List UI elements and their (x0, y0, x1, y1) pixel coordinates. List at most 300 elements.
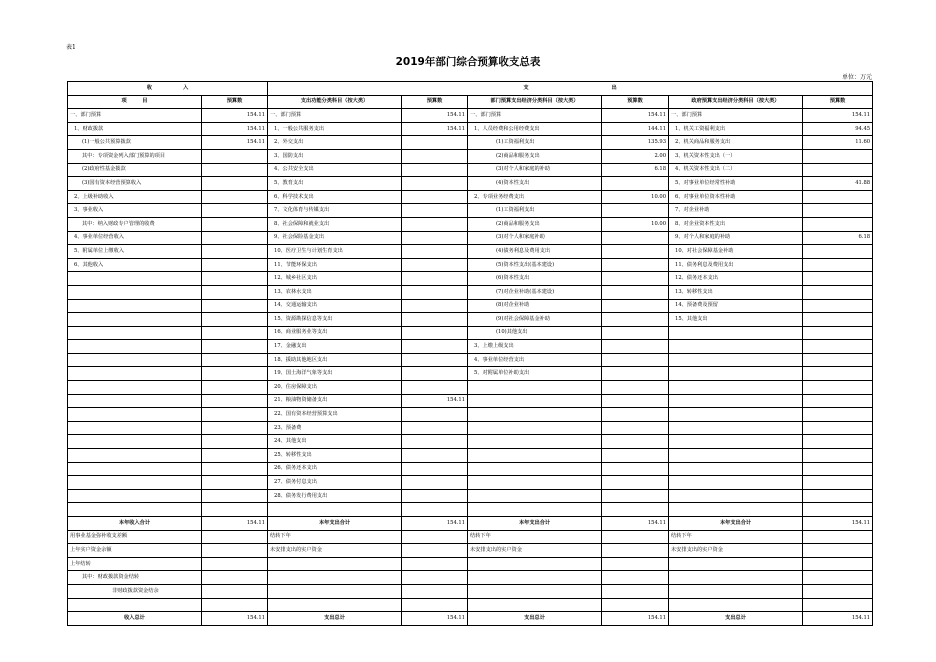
income-item: 非财政拨款资金结余 (68, 584, 202, 598)
gov-econ-item: 14、预备费及预留 (669, 299, 803, 313)
func-budget (402, 204, 468, 218)
func-budget (402, 190, 468, 204)
table-row (68, 367, 873, 381)
dept-econ-budget (602, 353, 669, 367)
gov-econ-item: 8、对企业资本性支出 (669, 217, 803, 231)
gov-econ-budget (803, 530, 873, 544)
income-item (68, 299, 202, 313)
func-budget (402, 245, 468, 259)
func-budget: 154.11 (402, 394, 468, 408)
budget-table (67, 81, 873, 626)
dept-econ-budget (602, 571, 669, 585)
dept-econ-item (468, 476, 602, 490)
table-row (68, 190, 873, 204)
dept-econ-item (468, 421, 602, 435)
gov-econ-budget: 154.11 (803, 517, 873, 531)
func-budget (402, 421, 468, 435)
income-budget (202, 530, 268, 544)
dept-econ-item: (6)资本性支出 (468, 272, 602, 286)
func-budget (402, 177, 468, 191)
dept-econ-budget (602, 285, 669, 299)
section-header-row (68, 82, 873, 96)
gov-econ-budget (803, 272, 873, 286)
gov-econ-budget (803, 204, 873, 218)
table-row (68, 544, 873, 558)
income-budget (202, 489, 268, 503)
gov-econ-item: 13、转移性支出 (669, 285, 803, 299)
dept-econ-budget (602, 557, 669, 571)
income-item: 一、部门预算 (68, 109, 202, 123)
table-row (68, 408, 873, 422)
income-budget: 154.11 (202, 612, 268, 626)
dept-econ-item: (10)其他支出 (468, 326, 602, 340)
func-item: 5、教育支出 (268, 177, 402, 191)
gov-econ-item: 本年支出合计 (669, 517, 803, 531)
dept-econ-budget (602, 462, 669, 476)
dept-econ-budget: 154.11 (602, 612, 669, 626)
func-item: 19、国土海洋气象等支出 (268, 367, 402, 381)
dept-econ-budget: 144.11 (602, 122, 669, 136)
func-budget (402, 326, 468, 340)
dept-econ-budget (602, 598, 669, 612)
gov-econ-item: 9、对个人和家庭的补助 (669, 231, 803, 245)
gov-econ-item: 一、部门预算 (669, 109, 803, 123)
dept-econ-item: 4、事业单位经营支出 (468, 353, 602, 367)
func-item: 18、援助其他地区支出 (268, 353, 402, 367)
func-item: 2、外交支出 (268, 136, 402, 150)
income-budget (202, 503, 268, 517)
func-budget (402, 217, 468, 231)
income-item (68, 381, 202, 395)
income-item: 本年收入合计 (68, 517, 202, 531)
table-row (68, 285, 873, 299)
table-row (68, 489, 873, 503)
dept-econ-budget (602, 544, 669, 558)
income-item: 用事业基金弥补收支差额 (68, 530, 202, 544)
expense-section-header: 支 出 (268, 82, 873, 96)
dept-econ-item: 5、对附属单位补助支出 (468, 367, 602, 381)
dept-econ-item: 1、人员经费和公用经费支出 (468, 122, 602, 136)
gov-econ-item (669, 557, 803, 571)
dept-econ-item: (7)对企业补助(基本建设) (468, 285, 602, 299)
table-row (68, 231, 873, 245)
gov-econ-item: 11、债务利息及费用支出 (669, 258, 803, 272)
income-item (68, 340, 202, 354)
dept-econ-item: (3)对个人和家庭的补助 (468, 163, 602, 177)
income-budget: 154.11 (202, 122, 268, 136)
func-budget (402, 299, 468, 313)
table-row (68, 421, 873, 435)
table-row (68, 353, 873, 367)
income-budget (202, 353, 268, 367)
table-row (68, 109, 873, 123)
income-item (68, 313, 202, 327)
table-row (68, 394, 873, 408)
income-budget (202, 217, 268, 231)
func-item: 28、债务发行费用支出 (268, 489, 402, 503)
table-row (68, 326, 873, 340)
func-budget (402, 272, 468, 286)
dept-econ-budget: 135.93 (602, 136, 669, 150)
gov-econ-budget (803, 503, 873, 517)
func-budget: 154.11 (402, 517, 468, 531)
dept-econ-item (468, 503, 602, 517)
gov-econ-budget (803, 313, 873, 327)
func-item: 7、文化体育与传媒支出 (268, 204, 402, 218)
func-item: 26、债务还本支出 (268, 462, 402, 476)
gov-econ-budget (803, 326, 873, 340)
dept-econ-budget: 10.00 (602, 217, 669, 231)
table-row (68, 530, 873, 544)
gov-econ-budget (803, 598, 873, 612)
income-budget (202, 313, 268, 327)
dept-econ-budget (602, 435, 669, 449)
col-header-budget: 预算数 (202, 95, 268, 109)
gov-econ-budget: 94.45 (803, 122, 873, 136)
gov-econ-budget (803, 340, 873, 354)
gov-econ-budget: 11.60 (803, 136, 873, 150)
dept-econ-item (468, 598, 602, 612)
func-budget (402, 503, 468, 517)
table-row (68, 557, 873, 571)
gov-econ-budget (803, 353, 873, 367)
income-item (68, 476, 202, 490)
func-item: 11、节能环保支出 (268, 258, 402, 272)
func-item (268, 571, 402, 585)
unit-label: 单位：万元 (841, 74, 872, 81)
dept-econ-budget (602, 584, 669, 598)
func-budget (402, 381, 468, 395)
func-budget (402, 285, 468, 299)
gov-econ-item (669, 367, 803, 381)
income-item: 其中：专项资金列入部门预算的项目 (68, 149, 202, 163)
func-budget (402, 544, 468, 558)
table-row (68, 476, 873, 490)
dept-econ-budget (602, 381, 669, 395)
gov-econ-budget (803, 258, 873, 272)
dept-econ-item: (9)对社会保障基金补助 (468, 313, 602, 327)
dept-econ-item: (4)资本性支出 (468, 177, 602, 191)
func-budget (402, 584, 468, 598)
income-item (68, 435, 202, 449)
gov-econ-budget (803, 476, 873, 490)
func-budget (402, 462, 468, 476)
func-budget (402, 231, 468, 245)
table-row (68, 435, 873, 449)
func-budget (402, 435, 468, 449)
func-item: 6、科学技术支出 (268, 190, 402, 204)
income-budget (202, 204, 268, 218)
income-budget (202, 163, 268, 177)
table-row (68, 149, 873, 163)
dept-econ-item (468, 571, 602, 585)
dept-econ-budget (602, 245, 669, 259)
gov-econ-budget (803, 584, 873, 598)
table-row (68, 340, 873, 354)
func-item: 24、其他支出 (268, 435, 402, 449)
func-budget (402, 367, 468, 381)
gov-econ-item: 6、对事业单位资本性补助 (669, 190, 803, 204)
dept-econ-item (468, 408, 602, 422)
table-row (68, 299, 873, 313)
table-row (68, 136, 873, 150)
income-item (68, 421, 202, 435)
func-budget (402, 571, 468, 585)
dept-econ-budget (602, 503, 669, 517)
income-budget (202, 421, 268, 435)
func-item: 本年支出合计 (268, 517, 402, 531)
dept-econ-budget (602, 326, 669, 340)
table-row (68, 449, 873, 463)
gov-econ-item: 支出总计 (669, 612, 803, 626)
dept-econ-budget: 10.00 (602, 190, 669, 204)
table-row (68, 598, 873, 612)
gov-econ-budget (803, 190, 873, 204)
dept-econ-budget: 154.11 (602, 517, 669, 531)
gov-econ-item: 15、其他支出 (669, 313, 803, 327)
func-item (268, 503, 402, 517)
income-budget (202, 258, 268, 272)
gov-econ-budget: 154.11 (803, 612, 873, 626)
income-budget (202, 367, 268, 381)
income-section-header: 收 入 (68, 82, 268, 96)
col-header-gov-econ: 政府预算支出经济分类科目（按大类） (669, 95, 803, 109)
func-item (268, 598, 402, 612)
col-header-budget: 预算数 (602, 95, 669, 109)
dept-econ-item: 本年支出合计 (468, 517, 602, 531)
func-budget (402, 313, 468, 327)
dept-econ-item (468, 557, 602, 571)
col-header-dept-econ: 部门预算支出经济分类科目（按大类） (468, 95, 602, 109)
dept-econ-item: (4)债务利息及费用支出 (468, 245, 602, 259)
income-item: 收入总计 (68, 612, 202, 626)
income-item: 上年结转 (68, 557, 202, 571)
func-item: 15、资源勘探信息等支出 (268, 313, 402, 327)
income-budget (202, 340, 268, 354)
dept-econ-item: (2)商品和服务支出 (468, 149, 602, 163)
gov-econ-item (669, 489, 803, 503)
gov-econ-budget (803, 408, 873, 422)
gov-econ-budget (803, 245, 873, 259)
gov-econ-budget (803, 489, 873, 503)
col-header-item: 项 目 (68, 95, 202, 109)
gov-econ-item: 5、对事业单位经常性补助 (669, 177, 803, 191)
func-budget: 154.11 (402, 612, 468, 626)
dept-econ-budget (602, 367, 669, 381)
gov-econ-item (669, 408, 803, 422)
table-row (68, 177, 873, 191)
gov-econ-item: 4、机关资本性支出（二） (669, 163, 803, 177)
income-budget (202, 462, 268, 476)
dept-econ-item (468, 462, 602, 476)
func-item (268, 584, 402, 598)
func-item: 结转下年 (268, 530, 402, 544)
gov-econ-budget (803, 217, 873, 231)
income-item: (1)一般公共预算拨款 (68, 136, 202, 150)
income-budget (202, 190, 268, 204)
func-item: 9、社会保险基金支出 (268, 231, 402, 245)
gov-econ-item: 1、机关工资福利支出 (669, 122, 803, 136)
income-budget (202, 245, 268, 259)
dept-econ-item: (5)资本性支出(基本建设) (468, 258, 602, 272)
func-item: 23、预备费 (268, 421, 402, 435)
table-row (68, 462, 873, 476)
income-budget (202, 326, 268, 340)
gov-econ-item (669, 598, 803, 612)
gov-econ-item (669, 326, 803, 340)
dept-econ-item: 未安排支出的实户资金 (468, 544, 602, 558)
income-item (68, 462, 202, 476)
func-item: 12、城乡社区支出 (268, 272, 402, 286)
dept-econ-item (468, 381, 602, 395)
col-header-budget: 预算数 (803, 95, 873, 109)
dept-econ-budget: 6.18 (602, 163, 669, 177)
dept-econ-budget (602, 408, 669, 422)
table-row (68, 122, 873, 136)
func-item: 20、住房保障支出 (268, 381, 402, 395)
func-budget (402, 408, 468, 422)
income-item (68, 367, 202, 381)
dept-econ-budget: 154.11 (602, 109, 669, 123)
dept-econ-budget (602, 313, 669, 327)
income-budget (202, 177, 268, 191)
income-budget (202, 394, 268, 408)
gov-econ-budget: 6.18 (803, 231, 873, 245)
income-item: 其中：财政拨款资金结转 (68, 571, 202, 585)
func-budget (402, 530, 468, 544)
table-row (68, 503, 873, 517)
income-item: 5、附属单位上缴收入 (68, 245, 202, 259)
gov-econ-item (669, 353, 803, 367)
func-budget: 154.11 (402, 122, 468, 136)
dept-econ-budget: 2.00 (602, 149, 669, 163)
table-row (68, 584, 873, 598)
dept-econ-item (468, 449, 602, 463)
gov-econ-budget (803, 421, 873, 435)
income-item: 上年实户资金余额 (68, 544, 202, 558)
gov-econ-budget (803, 149, 873, 163)
table-row (68, 612, 873, 626)
income-budget (202, 381, 268, 395)
gov-econ-budget: 41.88 (803, 177, 873, 191)
table-row (68, 258, 873, 272)
income-item (68, 449, 202, 463)
dept-econ-budget (602, 231, 669, 245)
gov-econ-item (669, 381, 803, 395)
dept-econ-budget (602, 421, 669, 435)
dept-econ-item: 3、上缴上级支出 (468, 340, 602, 354)
income-budget (202, 449, 268, 463)
func-budget (402, 557, 468, 571)
table-row (68, 313, 873, 327)
income-item: 4、事业单位经营收入 (68, 231, 202, 245)
func-budget (402, 353, 468, 367)
gov-econ-budget (803, 394, 873, 408)
gov-econ-item: 10、对社会保障基金补助 (669, 245, 803, 259)
gov-econ-budget (803, 571, 873, 585)
gov-econ-budget: 154.11 (803, 109, 873, 123)
income-budget (202, 149, 268, 163)
income-budget (202, 571, 268, 585)
gov-econ-item (669, 394, 803, 408)
dept-econ-item: (8)对企业补助 (468, 299, 602, 313)
gov-econ-item (669, 449, 803, 463)
dept-econ-item: 2、专项业务经费支出 (468, 190, 602, 204)
func-item: 27、债务付息支出 (268, 476, 402, 490)
dept-econ-budget (602, 340, 669, 354)
func-budget (402, 489, 468, 503)
col-header-budget: 预算数 (402, 95, 468, 109)
func-item: 25、转移性支出 (268, 449, 402, 463)
gov-econ-budget (803, 449, 873, 463)
gov-econ-item (669, 476, 803, 490)
gov-econ-budget (803, 557, 873, 571)
table-row (68, 163, 873, 177)
gov-econ-item: 结转下年 (669, 530, 803, 544)
dept-econ-item (468, 394, 602, 408)
income-item (68, 503, 202, 517)
dept-econ-item: (1)工资福利支出 (468, 136, 602, 150)
table-row (68, 571, 873, 585)
gov-econ-budget (803, 299, 873, 313)
func-item: 1、一般公共服务支出 (268, 122, 402, 136)
income-budget: 154.11 (202, 109, 268, 123)
func-budget (402, 258, 468, 272)
gov-econ-budget (803, 462, 873, 476)
func-item: 4、公共安全支出 (268, 163, 402, 177)
gov-econ-budget (803, 163, 873, 177)
income-budget (202, 557, 268, 571)
gov-econ-item (669, 571, 803, 585)
gov-econ-budget (803, 367, 873, 381)
func-item: 22、国有资本经营预算支出 (268, 408, 402, 422)
income-item (68, 272, 202, 286)
income-budget (202, 408, 268, 422)
func-item: 16、商业服务业等支出 (268, 326, 402, 340)
gov-econ-budget (803, 285, 873, 299)
dept-econ-item: (2)商品和服务支出 (468, 217, 602, 231)
func-budget (402, 163, 468, 177)
func-budget: 154.11 (402, 109, 468, 123)
income-item (68, 489, 202, 503)
table-row (68, 272, 873, 286)
func-item: 21、粮油物资储备支出 (268, 394, 402, 408)
income-item (68, 394, 202, 408)
func-item: 3、国防支出 (268, 149, 402, 163)
gov-econ-item (669, 421, 803, 435)
dept-econ-item: 支出总计 (468, 612, 602, 626)
gov-econ-item: 7、对企业补助 (669, 204, 803, 218)
dept-econ-budget (602, 394, 669, 408)
income-item (68, 285, 202, 299)
gov-econ-item (669, 435, 803, 449)
func-item: 未安排支出的实户资金 (268, 544, 402, 558)
func-budget (402, 149, 468, 163)
gov-econ-item: 3、机关资本性支出（一） (669, 149, 803, 163)
func-budget (402, 476, 468, 490)
income-item: (2)政府性基金拨款 (68, 163, 202, 177)
col-header-func: 支出功能分类科目（按大类） (268, 95, 402, 109)
table-row (68, 217, 873, 231)
dept-econ-budget (602, 476, 669, 490)
table-row (68, 381, 873, 395)
gov-econ-item (669, 584, 803, 598)
income-item: 6、其他收入 (68, 258, 202, 272)
income-budget: 154.11 (202, 517, 268, 531)
dept-econ-item: 一、部门预算 (468, 109, 602, 123)
dept-econ-budget (602, 489, 669, 503)
func-item: 8、社会保障和就业支出 (268, 217, 402, 231)
